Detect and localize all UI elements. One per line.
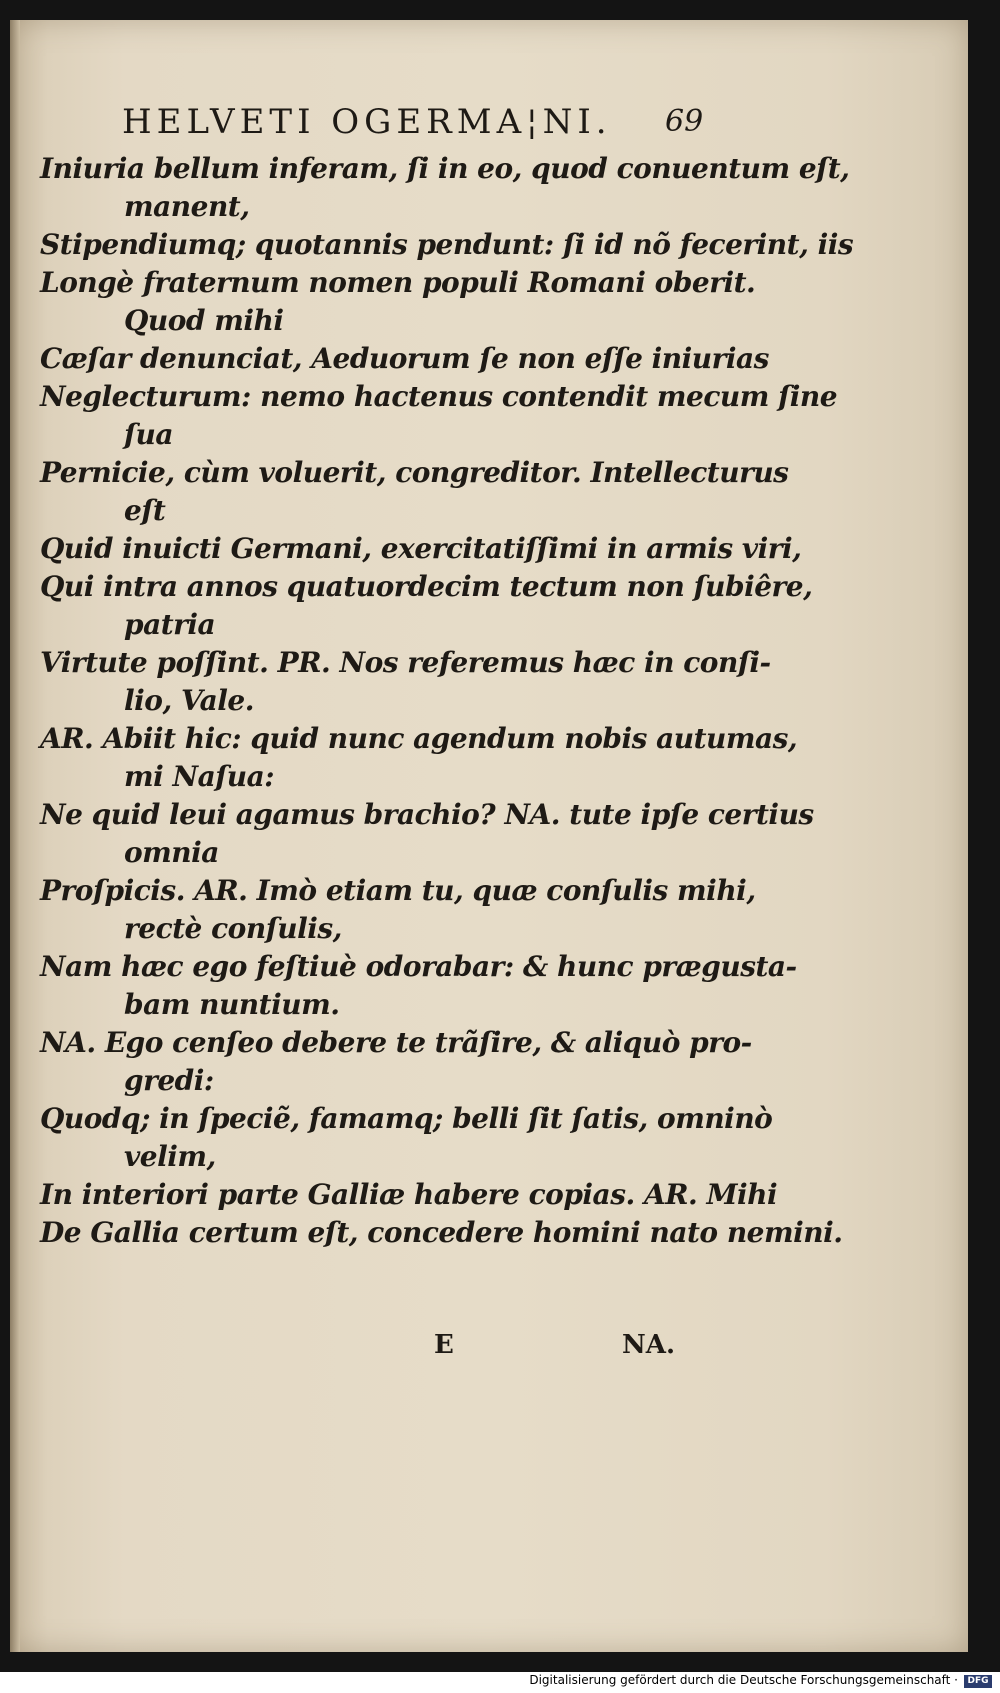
signature-mark: E [434,1330,454,1360]
dfg-logo-icon: DFG [964,1675,992,1688]
verse-line-turnover: mi Naſua: [124,760,275,793]
verse-line: De Gallia certum eſt, concedere homini nato nemini. [40,1216,843,1249]
verse-line-turnover: rectè conſulis, [124,912,342,945]
verse-line-turnover: eſt [124,494,166,527]
verse-line: Stipendiumq; quotannis pendunt: ſi id nõ fecerint, iis [40,228,854,261]
verse-line: Nam hæc ego feſtiuè odorabar: & hunc prægusta- [40,950,797,983]
verse-line-turnover: patria [124,608,216,641]
verse-text-block [40,150,854,1252]
verse-line: Quodq; in ſpeciẽ, famamq; belli ſit ſatis, omninò [40,1102,773,1135]
verse-line-turnover: lio, Vale. [124,684,254,717]
verse-line: Quid inuicti Germani, exercitatiſſimi in armis viri, [40,532,802,565]
verse-line: In interiori parte Galliæ habere copias. AR. Mihi [40,1178,778,1211]
verse-line: Longè fraternum nomen populi Romani oberit. [40,266,756,299]
verse-line-turnover: omnia [124,836,219,869]
verse-line: AR. Abiit hic: quid nunc agendum nobis autumas, [40,722,798,755]
verse-line: Proſpicis. AR. Imò etiam tu, quæ conſulis mihi, [40,874,756,907]
running-title: HELVETI OGERMA¦NI. [122,102,612,142]
verse-line: NA. Ego cenſeo debere te trãſire, & aliquò pro- [40,1026,752,1059]
verse-line-turnover: gredi: [124,1064,214,1097]
digitization-credit: Digitalisierung gefördert durch die Deutsche Forschungsgemeinschaft · [529,1673,958,1687]
page-gutter-edge [10,20,20,1652]
verse-line-turnover: bam nuntium. [124,988,340,1021]
page-foot [10,1330,1000,1370]
verse-line: Neglecturum: nemo hactenus contendit mecum ſine [40,380,838,413]
catchword: NA. [622,1330,675,1360]
verse-line: Cæſar denunciat, Aeduorum ſe non eſſe iniurias [40,342,769,375]
book-page [10,20,968,1652]
page-number: 69 [665,104,704,139]
verse-line-turnover: Quod mihi [124,304,284,337]
verse-line: Iniuria bellum inferam, ſi in eo, quod conuentum eſt, [40,152,850,185]
verse-line-turnover: manent, [124,190,250,223]
running-head [110,82,710,142]
verse-line: Ne quid leui agamus brachio? NA. tute ipſe certius [40,798,814,831]
verse-line: Virtute poſſint. PR. Nos referemus hæc in conſi- [40,646,771,679]
verse-line: Pernicie, cùm voluerit, congreditor. Intellecturus [40,456,789,489]
verse-line-turnover: velim, [124,1140,216,1173]
verse-line-turnover: ſua [124,418,174,451]
verse-line: Qui intra annos quatuordecim tectum non ſubiêre, [40,570,813,603]
